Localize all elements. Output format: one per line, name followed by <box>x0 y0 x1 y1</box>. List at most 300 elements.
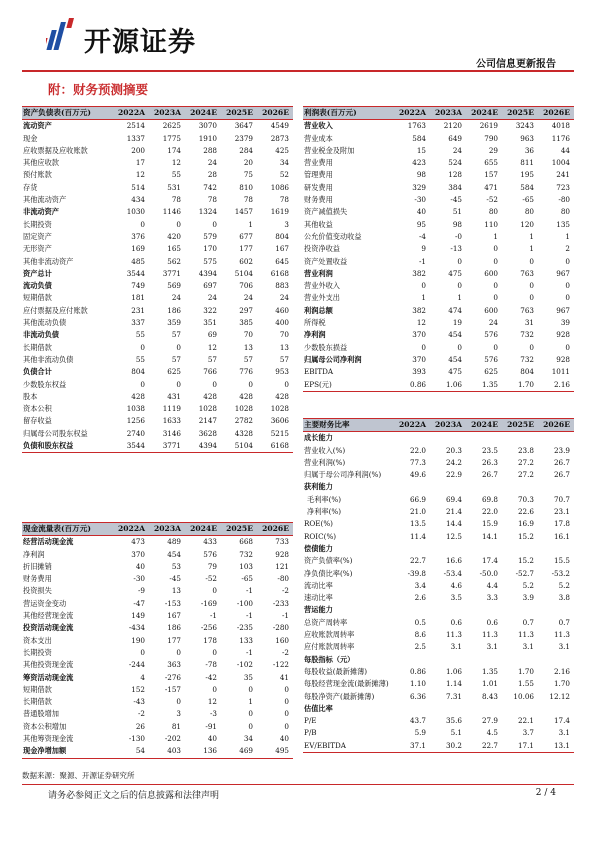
row-label: 长期投资 <box>23 647 52 657</box>
cell-value: 57 <box>171 330 181 340</box>
cell-value: 706 <box>239 281 253 291</box>
table-row <box>303 604 574 616</box>
table-row <box>22 268 293 280</box>
cell-value <box>394 654 430 666</box>
cell-value: -65 <box>241 574 253 584</box>
table-row <box>22 342 293 354</box>
cell-value: 0 <box>457 256 462 266</box>
table-row <box>22 721 293 733</box>
cell-value: 11.4 <box>409 531 426 541</box>
cell-value: 475 <box>448 367 462 377</box>
table-row <box>303 481 574 493</box>
table-row <box>22 329 293 341</box>
cell-value: 428 <box>239 391 253 401</box>
cell-value: -122 <box>272 660 289 670</box>
cell-value <box>502 543 538 555</box>
cell-value: 804 <box>131 367 145 377</box>
cell-value: -280 <box>272 623 289 633</box>
row-label: 归属母公司股东权益 <box>23 428 88 438</box>
table-row <box>22 573 293 585</box>
cell-value: 181 <box>131 293 145 303</box>
cell-value: 0 <box>176 697 181 707</box>
row-label: 其他收益 <box>304 219 333 229</box>
cell-value: 4394 <box>198 268 217 278</box>
row-label: 其他筹资现金流 <box>23 734 74 744</box>
table-row <box>22 610 293 622</box>
row-label: 净利润 <box>23 549 45 559</box>
table-row <box>22 292 293 304</box>
cell-value: -45 <box>450 195 462 205</box>
cell-value: 423 <box>412 158 426 168</box>
table-row <box>303 182 574 194</box>
cell-value: 584 <box>412 133 426 143</box>
cell-value: 5.1 <box>450 728 462 738</box>
row-label: 归属于母公司净利润(%) <box>304 470 382 480</box>
table-row <box>303 531 574 543</box>
cell-value: 5.2 <box>522 580 534 590</box>
cell-value: 804 <box>520 367 534 377</box>
row-label: 每股指标（元） <box>304 654 355 664</box>
cell-value: 23.9 <box>553 445 570 455</box>
cell-value: 393 <box>412 367 426 377</box>
cell-value: 1.14 <box>445 679 462 689</box>
cell-value: -42 <box>205 672 217 682</box>
row-label: 存货 <box>23 182 38 192</box>
row-label: 财务费用 <box>304 195 333 205</box>
table-row <box>22 280 293 292</box>
cell-value: 13 <box>243 342 253 352</box>
cell-value <box>394 481 430 493</box>
cell-value: 385 <box>239 318 253 328</box>
row-label: 总资产周转率 <box>304 617 348 627</box>
row-label: 营运资金变动 <box>23 598 67 608</box>
cell-value: 78 <box>279 195 289 205</box>
cell-value: -53.2 <box>551 568 570 578</box>
cell-value: 1 <box>248 697 253 707</box>
cell-value <box>430 543 466 555</box>
row-label: 流动比率 <box>304 580 333 590</box>
table-row <box>22 733 293 745</box>
cell-value: 569 <box>167 281 181 291</box>
cell-value: 40 <box>279 734 289 744</box>
cell-value: 489 <box>167 537 181 547</box>
cell-value: 70.7 <box>553 494 570 504</box>
cell-value: 6168 <box>270 268 289 278</box>
cell-value: 514 <box>131 182 145 192</box>
table-row <box>22 194 293 206</box>
cell-value: 576 <box>484 330 498 340</box>
cell-value: 5215 <box>270 428 289 438</box>
cell-value: 655 <box>484 158 498 168</box>
data-source-note: 数据来源：聚源、开源证券研究所 <box>22 771 135 780</box>
cell-value: 167 <box>167 611 181 621</box>
cell-value: 0.86 <box>409 666 426 676</box>
cell-value: 28 <box>207 170 217 180</box>
table-row <box>22 745 293 758</box>
cell-value: 4549 <box>270 121 289 131</box>
table-row <box>22 708 293 720</box>
cell-value: 15 <box>416 145 426 155</box>
cell-value: 4394 <box>198 441 217 451</box>
table-row <box>303 305 574 317</box>
cell-value: 645 <box>275 256 289 266</box>
row-label: 营业外收入 <box>304 281 340 291</box>
cell-value <box>466 604 502 616</box>
cell-value: 1119 <box>162 404 181 414</box>
column-header: 2022A <box>394 107 430 120</box>
cell-value: 55 <box>135 354 145 364</box>
cell-value: 431 <box>167 391 181 401</box>
cell-value: 27.2 <box>517 457 534 467</box>
cell-value: 165 <box>167 244 181 254</box>
cell-value: 103 <box>239 561 253 571</box>
cell-value: 12.12 <box>549 691 570 701</box>
row-label: 筹资活动现金流 <box>23 672 74 682</box>
table-row <box>22 317 293 329</box>
row-label: 投资活动现金流 <box>23 623 74 633</box>
table-row <box>22 428 293 440</box>
row-label: 负债合计 <box>23 367 52 377</box>
row-label: 股本 <box>23 391 38 401</box>
page-header <box>0 0 596 70</box>
row-label: 资本公积 <box>23 404 52 414</box>
footer-divider <box>22 784 574 785</box>
cell-value: 0 <box>493 256 498 266</box>
cell-value: -1 <box>245 586 253 596</box>
cell-value <box>502 432 538 445</box>
table-row <box>303 379 574 392</box>
table-row <box>303 518 574 530</box>
cell-value: 732 <box>520 354 534 364</box>
cell-value: 1337 <box>126 133 145 143</box>
cell-value: 1.70 <box>517 379 534 389</box>
cell-value: 5104 <box>234 268 253 278</box>
cell-value: 2120 <box>443 121 462 131</box>
table-row <box>22 120 293 133</box>
cell-value: 3628 <box>198 428 217 438</box>
row-label: 资本支出 <box>23 635 52 645</box>
cell-value: 967 <box>556 268 570 278</box>
cell-value: 3.1 <box>486 642 498 652</box>
cell-value: 16.9 <box>517 519 534 529</box>
cell-value: 95 <box>416 219 426 229</box>
table-row <box>22 598 293 610</box>
table-row <box>22 536 293 549</box>
table-row <box>303 543 574 555</box>
cell-value: 35.6 <box>445 716 462 726</box>
cell-value: 40 <box>135 561 145 571</box>
table-row <box>303 366 574 378</box>
table-row <box>22 585 293 597</box>
column-header: 2023A <box>149 523 185 536</box>
cell-value: 2.16 <box>553 379 570 389</box>
cell-value: 24 <box>452 145 462 155</box>
cell-value: 55 <box>171 170 181 180</box>
cell-value: 15.9 <box>481 519 498 529</box>
row-label: 预付账款 <box>23 170 52 180</box>
row-label: 偿债能力 <box>304 543 333 553</box>
table-title: 主要财务比率 <box>303 419 394 432</box>
table-row <box>303 703 574 715</box>
column-header: 2025E <box>502 107 538 120</box>
column-header: 2024E <box>466 107 502 120</box>
cell-value: 17.4 <box>481 556 498 566</box>
cell-value: 1 <box>457 293 462 303</box>
cell-value: 110 <box>484 219 498 229</box>
cell-value: 22.7 <box>481 740 498 750</box>
cell-value: 15.5 <box>553 556 570 566</box>
cell-value: -1 <box>209 611 217 621</box>
row-label: 其他应收款 <box>23 158 59 168</box>
cell-value: 22.7 <box>409 556 426 566</box>
cell-value: 0 <box>176 379 181 389</box>
cell-value: 22.6 <box>517 507 534 517</box>
cell-value: 600 <box>484 305 498 315</box>
cell-value: 80 <box>488 207 498 217</box>
cell-value: 3544 <box>126 268 145 278</box>
cell-value: 31 <box>524 318 534 328</box>
cell-value: 2625 <box>162 121 181 131</box>
row-label: 归属母公司净利润 <box>304 354 362 364</box>
table-row <box>22 415 293 427</box>
cell-value: -78 <box>205 660 217 670</box>
cell-value: 454 <box>448 354 462 364</box>
kaiyuan-logo-icon <box>46 18 76 52</box>
cell-value: 13.5 <box>409 519 426 529</box>
cell-value: 69 <box>207 330 217 340</box>
cell-value: 0.7 <box>558 617 570 627</box>
cell-value: 79 <box>207 561 217 571</box>
cell-value: 3 <box>284 219 289 229</box>
cell-value: 1.06 <box>445 666 462 676</box>
cell-value: 0 <box>176 647 181 657</box>
cell-value: 6168 <box>270 441 289 451</box>
cell-value <box>538 432 574 445</box>
cell-value: 6.36 <box>409 691 426 701</box>
table-row <box>303 120 574 133</box>
cell-value: 22.1 <box>517 716 534 726</box>
cell-value: 1633 <box>162 416 181 426</box>
table-title: 利润表(百万元) <box>303 107 394 120</box>
cell-value: 2740 <box>126 428 145 438</box>
row-label: 估值比率 <box>304 703 333 713</box>
table-row <box>22 169 293 181</box>
cell-value: 77.3 <box>409 457 426 467</box>
cell-value: 17 <box>135 158 145 168</box>
column-header: 2022A <box>113 523 149 536</box>
cell-value: 13 <box>171 586 181 596</box>
column-header: 2024E <box>185 523 221 536</box>
row-label: 固定资产 <box>23 231 52 241</box>
cell-value: 3.8 <box>558 593 570 603</box>
cell-value: -30 <box>133 574 145 584</box>
cell-value: 14.4 <box>445 519 462 529</box>
cell-value: -91 <box>205 721 217 731</box>
row-label: 其他流动负债 <box>23 318 67 328</box>
cell-value: 53 <box>171 561 181 571</box>
column-header: 2024E <box>185 107 221 120</box>
cell-value: 370 <box>412 330 426 340</box>
cell-value: 0 <box>248 379 253 389</box>
table-row <box>22 182 293 194</box>
cell-value: 433 <box>203 537 217 547</box>
cell-value: 24 <box>488 318 498 328</box>
row-label: 应收账款周转率 <box>304 630 355 640</box>
cell-value <box>502 481 538 493</box>
cell-value: -1 <box>245 647 253 657</box>
row-label: 资产减值损失 <box>304 207 348 217</box>
cell-value: 52 <box>279 170 289 180</box>
cell-value: 0.6 <box>486 617 498 627</box>
column-header: 2026E <box>257 107 293 120</box>
column-header: 2026E <box>538 419 574 432</box>
cell-value: 49.6 <box>409 470 426 480</box>
cell-value: 40 <box>416 207 426 217</box>
cell-value: 0 <box>212 647 217 657</box>
cell-value: 471 <box>484 182 498 192</box>
cell-value: 69.8 <box>481 494 498 504</box>
table-row <box>303 666 574 678</box>
cell-value: 460 <box>275 305 289 315</box>
row-label: 净利率(%) <box>307 507 342 517</box>
cell-value: -30 <box>414 195 426 205</box>
cell-value: 11.3 <box>445 630 462 640</box>
cell-value: 649 <box>448 133 462 143</box>
cell-value: 0 <box>284 697 289 707</box>
cell-value: -202 <box>164 734 181 744</box>
cell-value: 3070 <box>198 121 217 131</box>
cell-value: 0 <box>565 293 570 303</box>
row-label: 净负债比率(%) <box>304 568 353 578</box>
row-label: 营业费用 <box>304 158 333 168</box>
cell-value: 1763 <box>407 121 426 131</box>
cell-value: 0 <box>529 293 534 303</box>
table-row <box>22 622 293 634</box>
cell-value: 400 <box>275 318 289 328</box>
cell-value: 0 <box>457 342 462 352</box>
cell-value: 1146 <box>162 207 181 217</box>
cell-value: 1619 <box>270 207 289 217</box>
cell-value: 80 <box>560 207 570 217</box>
row-label: 流动负债 <box>23 281 52 291</box>
cell-value: 3.1 <box>558 642 570 652</box>
cell-value: -1 <box>281 611 289 621</box>
table-row <box>303 231 574 243</box>
table-row <box>303 317 574 329</box>
cell-value: 98 <box>452 219 462 229</box>
cell-value: 1 <box>529 244 534 254</box>
cell-value: 810 <box>239 182 253 192</box>
cell-value: 29 <box>488 145 498 155</box>
cell-value: 231 <box>131 305 145 315</box>
column-header: 2025E <box>221 107 257 120</box>
table-title: 现金流量表(百万元) <box>22 523 113 536</box>
row-label: 无形资产 <box>23 244 52 254</box>
cell-value: -52 <box>205 574 217 584</box>
section-title: 附：财务预测摘要 <box>48 82 149 97</box>
cell-value: -434 <box>128 623 145 633</box>
cell-value: 0.5 <box>414 617 426 627</box>
cell-value: 883 <box>275 281 289 291</box>
cell-value: 579 <box>203 231 217 241</box>
cell-value: 3.1 <box>522 642 534 652</box>
cell-value: 811 <box>520 158 534 168</box>
cell-value: 54 <box>135 746 145 756</box>
cell-value: 4.6 <box>450 580 462 590</box>
table-row <box>22 659 293 671</box>
cell-value: 149 <box>131 611 145 621</box>
table-row <box>22 133 293 145</box>
cell-value: 11.3 <box>517 630 534 640</box>
cell-value: 133 <box>239 635 253 645</box>
table-row <box>303 617 574 629</box>
row-label: 财务费用 <box>23 574 52 584</box>
cell-value: 13.1 <box>553 740 570 750</box>
cell-value: 21.4 <box>445 507 462 517</box>
cell-value: 575 <box>203 256 217 266</box>
cell-value <box>466 654 502 666</box>
cell-value: 0 <box>140 647 145 657</box>
cell-value: 0 <box>565 342 570 352</box>
cell-value <box>502 604 538 616</box>
cell-value: 26.7 <box>481 470 498 480</box>
table-row <box>303 342 574 354</box>
cell-value: -1 <box>245 611 253 621</box>
table-title: 资产负债表(百万元) <box>22 107 113 120</box>
table-row <box>303 219 574 231</box>
table-row <box>22 549 293 561</box>
cell-value: 57 <box>171 354 181 364</box>
table-row <box>22 231 293 243</box>
cell-value: 12 <box>135 170 145 180</box>
cell-value: 9 <box>421 244 426 254</box>
cell-value: 69.4 <box>445 494 462 504</box>
cell-value: 12.5 <box>445 531 462 541</box>
cell-value: 428 <box>275 391 289 401</box>
cell-value: 0.86 <box>409 379 426 389</box>
cell-value: -45 <box>169 574 181 584</box>
cell-value: 1 <box>421 293 426 303</box>
cell-value <box>538 604 574 616</box>
table-row <box>22 696 293 708</box>
cell-value: 625 <box>484 367 498 377</box>
table-row <box>22 403 293 415</box>
cell-value: 34 <box>243 734 253 744</box>
cell-value: 2.6 <box>414 593 426 603</box>
table-row <box>303 629 574 641</box>
cell-value: 3.3 <box>486 593 498 603</box>
balance-sheet-table <box>22 106 293 453</box>
cell-value: 98 <box>416 170 426 180</box>
column-header: 2023A <box>430 107 466 120</box>
cell-value: -13 <box>450 244 462 254</box>
column-header: 2026E <box>257 523 293 536</box>
cell-value: 0 <box>284 379 289 389</box>
cell-value: 3.7 <box>522 728 534 738</box>
cell-value: 4328 <box>234 428 253 438</box>
table-row <box>303 206 574 218</box>
cell-value: 1775 <box>162 133 181 143</box>
cell-value: 363 <box>167 660 181 670</box>
cell-value: 12 <box>171 158 181 168</box>
cell-value: 403 <box>167 746 181 756</box>
table-header-row <box>22 107 293 120</box>
row-label: 营运能力 <box>304 605 333 615</box>
cell-value: 55 <box>135 330 145 340</box>
cell-value: 167 <box>275 244 289 254</box>
cell-value <box>394 604 430 616</box>
header-divider <box>22 70 574 72</box>
